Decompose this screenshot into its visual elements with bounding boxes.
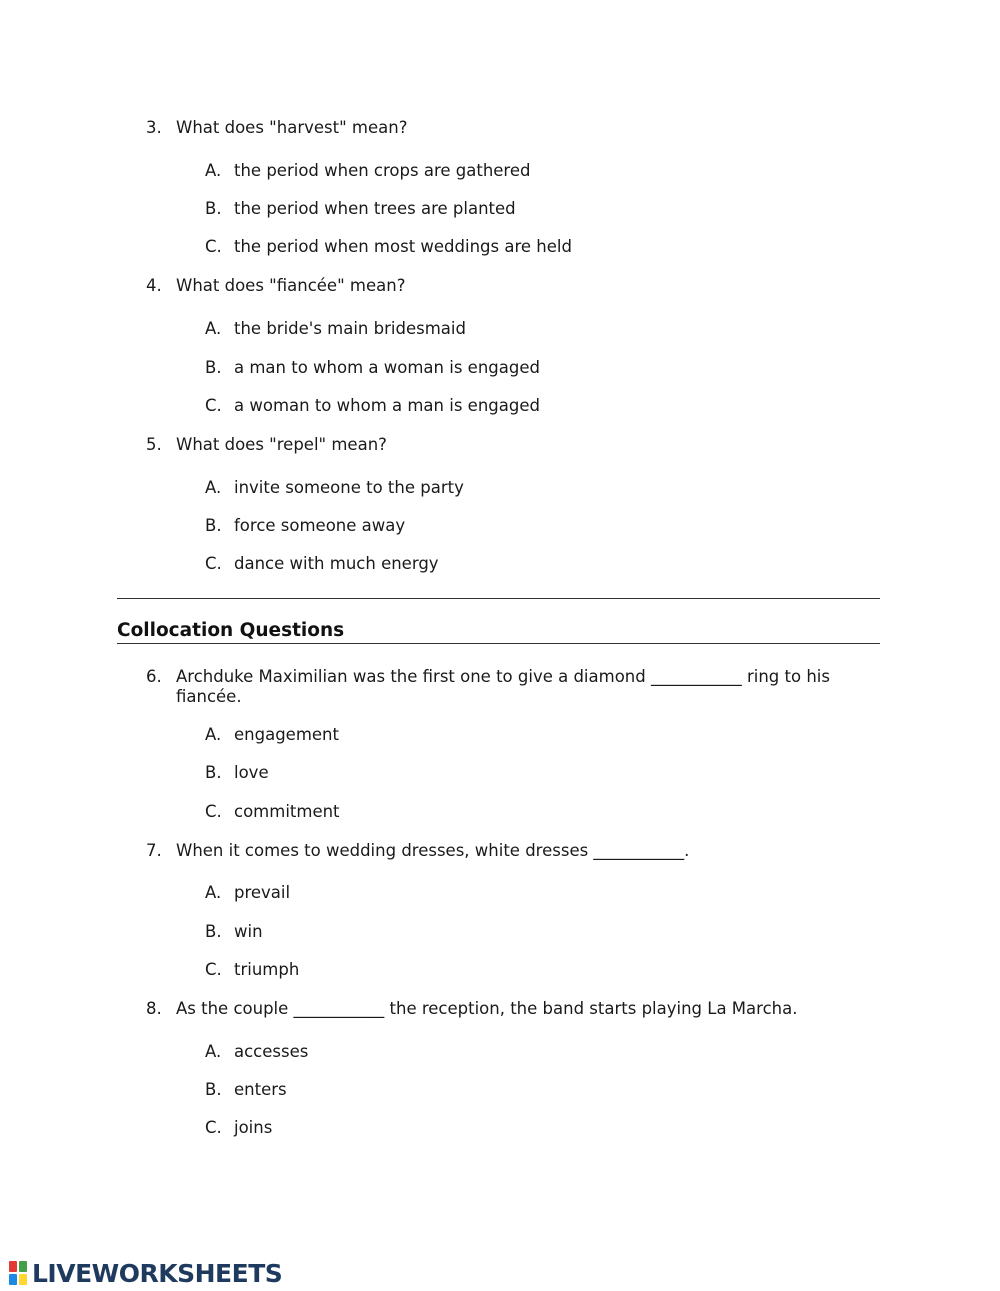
option-letter: B.: [205, 358, 222, 377]
option-letter: C.: [205, 1118, 222, 1137]
option-text: prevail: [234, 883, 291, 902]
option-letter: B.: [205, 516, 222, 535]
liveworksheets-logo: [8, 1258, 282, 1288]
option-letter: C.: [205, 960, 222, 979]
section-heading: Collocation Questions: [117, 620, 345, 641]
option-letter: C.: [205, 237, 222, 256]
logo-blocks-icon: [8, 1260, 28, 1286]
logo-text: LIVEWORKSHEETS: [32, 1258, 283, 1288]
option-text: dance with much energy: [234, 554, 439, 573]
option-letter: C.: [205, 396, 222, 415]
option-text: a woman to whom a man is engaged: [234, 396, 540, 415]
option-letter: A.: [205, 725, 222, 744]
option-letter: B.: [205, 1080, 222, 1099]
question-text: What does "repel" mean?: [176, 435, 387, 454]
question-text: As the couple ___________ the reception, the band starts playing La Marcha.: [176, 999, 798, 1018]
option-letter: A.: [205, 478, 222, 497]
question-text: What does "fiancée" mean?: [176, 276, 406, 295]
option-letter: B.: [205, 922, 222, 941]
option-text: accesses: [234, 1042, 309, 1061]
option-letter: A.: [205, 883, 222, 902]
option-text: invite someone to the party: [234, 478, 464, 497]
option-text: force someone away: [234, 516, 406, 535]
option-text: commitment: [234, 802, 340, 821]
question-text: What does "harvest" mean?: [176, 118, 408, 137]
option-text: triumph: [234, 960, 300, 979]
heading-underline: [117, 643, 880, 644]
option-text: the period when most weddings are held: [234, 237, 572, 256]
option-text: engagement: [234, 725, 339, 744]
option-letter: A.: [205, 1042, 222, 1061]
option-letter: A.: [205, 161, 222, 180]
question-number: 5.: [146, 435, 162, 454]
option-letter: A.: [205, 319, 222, 338]
option-text: the bride's main bridesmaid: [234, 319, 466, 338]
option-letter: B.: [205, 763, 222, 782]
question-number: 6.: [146, 667, 162, 686]
option-letter: B.: [205, 199, 222, 218]
option-text: a man to whom a woman is engaged: [234, 358, 540, 377]
option-text: love: [234, 763, 269, 782]
question-text: When it comes to wedding dresses, white dresses ___________.: [176, 841, 690, 860]
option-text: joins: [234, 1118, 273, 1137]
option-letter: C.: [205, 802, 222, 821]
option-text: enters: [234, 1080, 287, 1099]
question-number: 3.: [146, 118, 162, 137]
question-number: 7.: [146, 841, 162, 860]
option-text: win: [234, 922, 263, 941]
option-text: the period when crops are gathered: [234, 161, 531, 180]
question-number: 8.: [146, 999, 162, 1018]
section-divider: [117, 598, 880, 599]
option-letter: C.: [205, 554, 222, 573]
option-text: the period when trees are planted: [234, 199, 516, 218]
question-text: Archduke Maximilian was the first one to give a diamond ___________ ring to his: [176, 667, 830, 686]
question-text: fiancée.: [176, 687, 242, 706]
question-number: 4.: [146, 276, 162, 295]
